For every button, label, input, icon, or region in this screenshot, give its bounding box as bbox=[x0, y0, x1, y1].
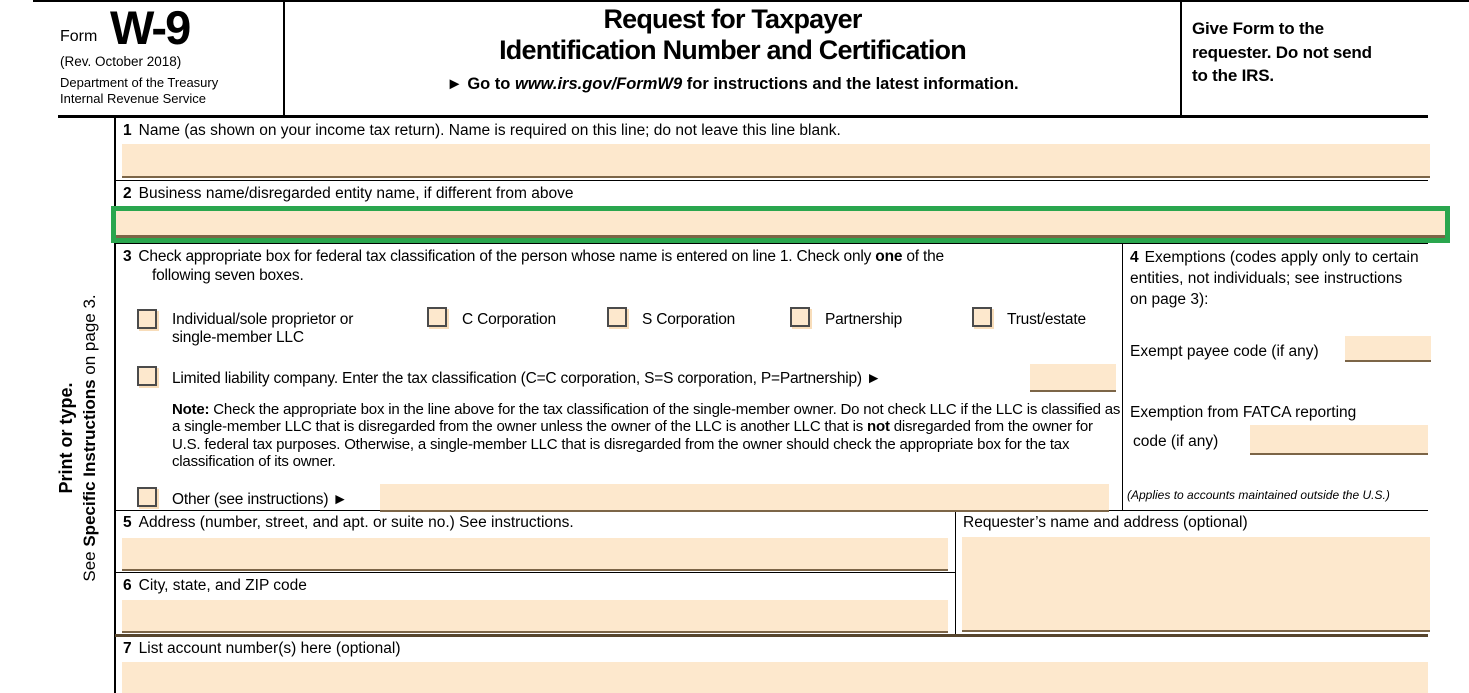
see-instructions-line: See Specific Instructions on page 3. bbox=[80, 294, 99, 582]
exempt-payee-code-input[interactable] bbox=[1345, 336, 1431, 362]
field3-label-line2: following seven boxes. bbox=[152, 267, 304, 284]
checkbox-partnership-label: Partnership bbox=[825, 311, 903, 328]
form-number: W-9 bbox=[110, 1, 190, 54]
field3-label: 3 Check appropriate box for federal tax classification of the person whose name is entered on line 1. Check only one of the bbox=[123, 248, 944, 265]
checkbox-other-label: Other (see instructions) ► bbox=[172, 491, 348, 508]
city-state-zip-input[interactable] bbox=[122, 600, 948, 633]
field1-label: 1 Name (as shown on your income tax return). Name is required on this line; do not leave this line blank. bbox=[123, 122, 841, 139]
checkbox-partnership[interactable] bbox=[790, 307, 810, 327]
form-word: Form bbox=[60, 28, 98, 45]
divider-header-right bbox=[1180, 0, 1182, 117]
requester-info-textarea[interactable] bbox=[962, 537, 1430, 632]
field2-label: 2 Business name/disregarded entity name, if different from above bbox=[123, 185, 574, 202]
divider-row6 bbox=[115, 634, 1428, 637]
checkbox-trust-estate[interactable] bbox=[972, 307, 992, 327]
field6-label: 6 City, state, and ZIP code bbox=[123, 577, 307, 594]
checkbox-individual-sole-proprietor[interactable] bbox=[137, 309, 157, 329]
business-name-input[interactable] bbox=[116, 211, 1445, 238]
requester-label: Requester’s name and address (optional) bbox=[963, 514, 1248, 531]
fatca-label-line2: code (if any) bbox=[1133, 433, 1219, 450]
form-service: Internal Revenue Service bbox=[60, 91, 206, 106]
form-subtitle: ► Go to www.irs.gov/FormW9 for instructions and the latest information. bbox=[446, 75, 1019, 93]
form-title-line2: Identification Number and Certification bbox=[499, 35, 966, 65]
divider-col-requester bbox=[955, 510, 956, 635]
checkbox-c-corporation[interactable] bbox=[427, 307, 447, 327]
form-revision: (Rev. October 2018) bbox=[60, 54, 182, 69]
divider-body-left bbox=[114, 117, 116, 693]
field4-label: 4 Exemptions (codes apply only to certain entities, not individuals; see instructions on page 3): bbox=[1130, 249, 1419, 308]
arrow-right-icon: ► bbox=[446, 75, 463, 93]
fatca-applies-note: (Applies to accounts maintained outside the U.S.) bbox=[1127, 488, 1390, 502]
fatca-code-input[interactable] bbox=[1250, 425, 1428, 455]
checkbox-s-corporation[interactable] bbox=[607, 307, 627, 327]
form-title-line1: Request for Taxpayer bbox=[603, 4, 862, 34]
form-title-block bbox=[285, 4, 1180, 94]
fatca-label-line1: Exemption from FATCA reporting bbox=[1130, 404, 1357, 421]
checkbox-llc-label: Limited liability company. Enter the tax classification (C=C corporation, S=S corporation, P=Partnership) ► bbox=[172, 370, 882, 387]
other-detail-input[interactable] bbox=[380, 484, 1109, 512]
name-input[interactable] bbox=[122, 144, 1430, 178]
form-url: www.irs.gov/FormW9 bbox=[514, 75, 683, 93]
divider-top bbox=[33, 0, 1469, 2]
divider-row5 bbox=[115, 572, 955, 573]
field3-note: Note: Check the appropriate box in the line above for the tax classification of the single-member owner. Do not check LLC if the LLC is classified as a single-member LLC that is disregarded from the owner unless the owner of the LLC is another LLC that is not disregarded from the owner for U.S. federal tax purposes. Otherwise, a single-member LLC that is disregarded from the owner should check the appropriate box for the tax classification of its owner. bbox=[172, 401, 1121, 471]
divider-row2 bbox=[115, 243, 1428, 244]
print-or-type-line: Print or type. bbox=[56, 382, 76, 494]
address-input[interactable] bbox=[122, 538, 948, 571]
print-or-type-note bbox=[54, 218, 102, 658]
divider-row1 bbox=[115, 180, 1428, 181]
field7-label: 7 List account number(s) here (optional) bbox=[123, 640, 401, 657]
checkbox-trust-estate-label: Trust/estate bbox=[1007, 311, 1086, 328]
account-numbers-input[interactable] bbox=[122, 662, 1428, 693]
divider-header-bottom bbox=[58, 115, 1428, 118]
checkbox-s-corporation-label: S Corporation bbox=[642, 311, 736, 328]
divider-col-f4 bbox=[1122, 243, 1123, 510]
field5-label: 5 Address (number, street, and apt. or suite no.) See instructions. bbox=[123, 514, 574, 531]
highlight-box bbox=[111, 206, 1450, 243]
give-form-instruction: Give Form to the requester. Do not send to the IRS. bbox=[1192, 19, 1372, 85]
checkbox-c-corporation-label: C Corporation bbox=[462, 311, 556, 328]
llc-classification-input[interactable] bbox=[1030, 364, 1116, 392]
exempt-payee-label: Exempt payee code (if any) bbox=[1130, 343, 1319, 360]
checkbox-llc[interactable] bbox=[137, 366, 157, 386]
checkbox-other[interactable] bbox=[137, 487, 157, 507]
form-department: Department of the Treasury bbox=[60, 75, 219, 90]
checkbox-individual-label: Individual/sole proprietor or single-member LLC bbox=[172, 311, 354, 346]
